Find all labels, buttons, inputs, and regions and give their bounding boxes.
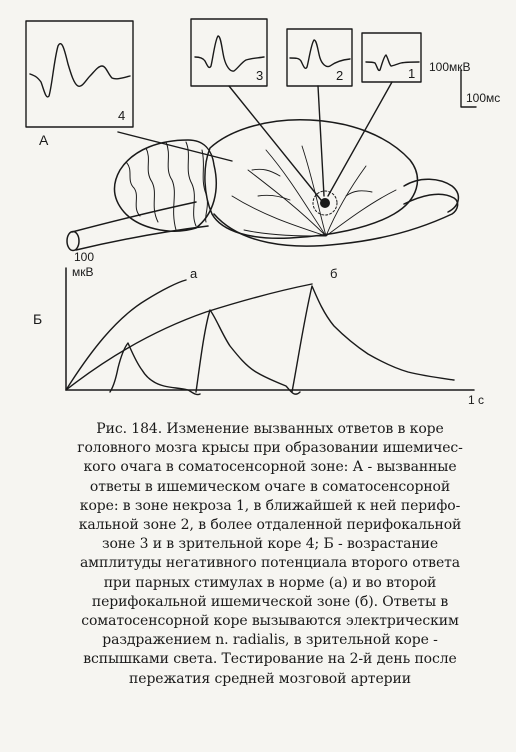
caption-line: Рис. 184. Изменение вызванных ответов в коре xyxy=(96,421,444,437)
caption-line: кальной зоне 2, в более отдаленной перифокальной xyxy=(78,517,462,534)
rat-brain xyxy=(67,120,458,251)
caption-line: кого очага в соматосенсорной зоне: А - вызванные xyxy=(83,459,457,476)
connector-2 xyxy=(318,86,324,196)
caption-line: перифокальной ишемической зоне (б). Ответы в xyxy=(91,593,449,610)
caption-line: соматосенсорной коре вызываются электрическим xyxy=(81,613,459,630)
figure-caption xyxy=(50,420,490,689)
response-trace-3 xyxy=(292,286,454,392)
trace-4 xyxy=(30,44,130,97)
response-trace-2 xyxy=(196,310,300,394)
connector-3 xyxy=(229,86,321,200)
caption-line: зоне 3 и в зрительной коре 4; Б - возрастание xyxy=(101,536,439,553)
curve-b xyxy=(66,284,312,390)
curve-b-label: б xyxy=(330,266,338,281)
inset-box-4 xyxy=(26,21,133,127)
trace-3 xyxy=(195,36,264,71)
caption-line: ответы в ишемическом очаге в соматосенсорной xyxy=(89,478,451,495)
inset-label-4: 4 xyxy=(118,108,126,123)
scale-time-label: 100мс xyxy=(466,91,501,105)
inset-label-2: 2 xyxy=(336,68,344,83)
graph-y-tick: 100 xyxy=(74,250,95,264)
caption-line: амплитуды негативного потенциала второго ответа xyxy=(79,555,461,572)
graph-x-end-label: 1 с xyxy=(468,393,485,407)
caption-line: вспышками света. Тестирование на 2-й день после xyxy=(83,651,457,668)
panel-b-label: Б xyxy=(33,311,43,327)
caption-line: головного мозга крысы при образовании ишемичес- xyxy=(77,440,463,457)
response-trace-1 xyxy=(110,343,200,395)
panel-a-label: А xyxy=(39,132,49,148)
trace-2 xyxy=(290,40,350,68)
graph-b xyxy=(66,268,474,395)
inset-label-3: 3 xyxy=(256,68,264,83)
caption-line: раздражением n. radialis, в зрительной коре - xyxy=(102,632,438,649)
caption-line: при парных стимулах в норме (а) и во второй xyxy=(103,574,437,591)
graph-y-unit: мкВ xyxy=(72,265,94,279)
curve-a xyxy=(66,280,186,390)
inset-label-1: 1 xyxy=(408,66,416,81)
curve-a-label: а xyxy=(190,266,198,281)
caption-line: пережатия средней мозговой артерии xyxy=(129,670,411,687)
scale-amplitude-label: 100мкВ xyxy=(429,60,471,74)
graph-axes xyxy=(66,268,474,390)
connector-4 xyxy=(118,132,232,161)
caption-line: коре: в зоне некроза 1, в ближайшей к ней перифо- xyxy=(79,497,461,514)
